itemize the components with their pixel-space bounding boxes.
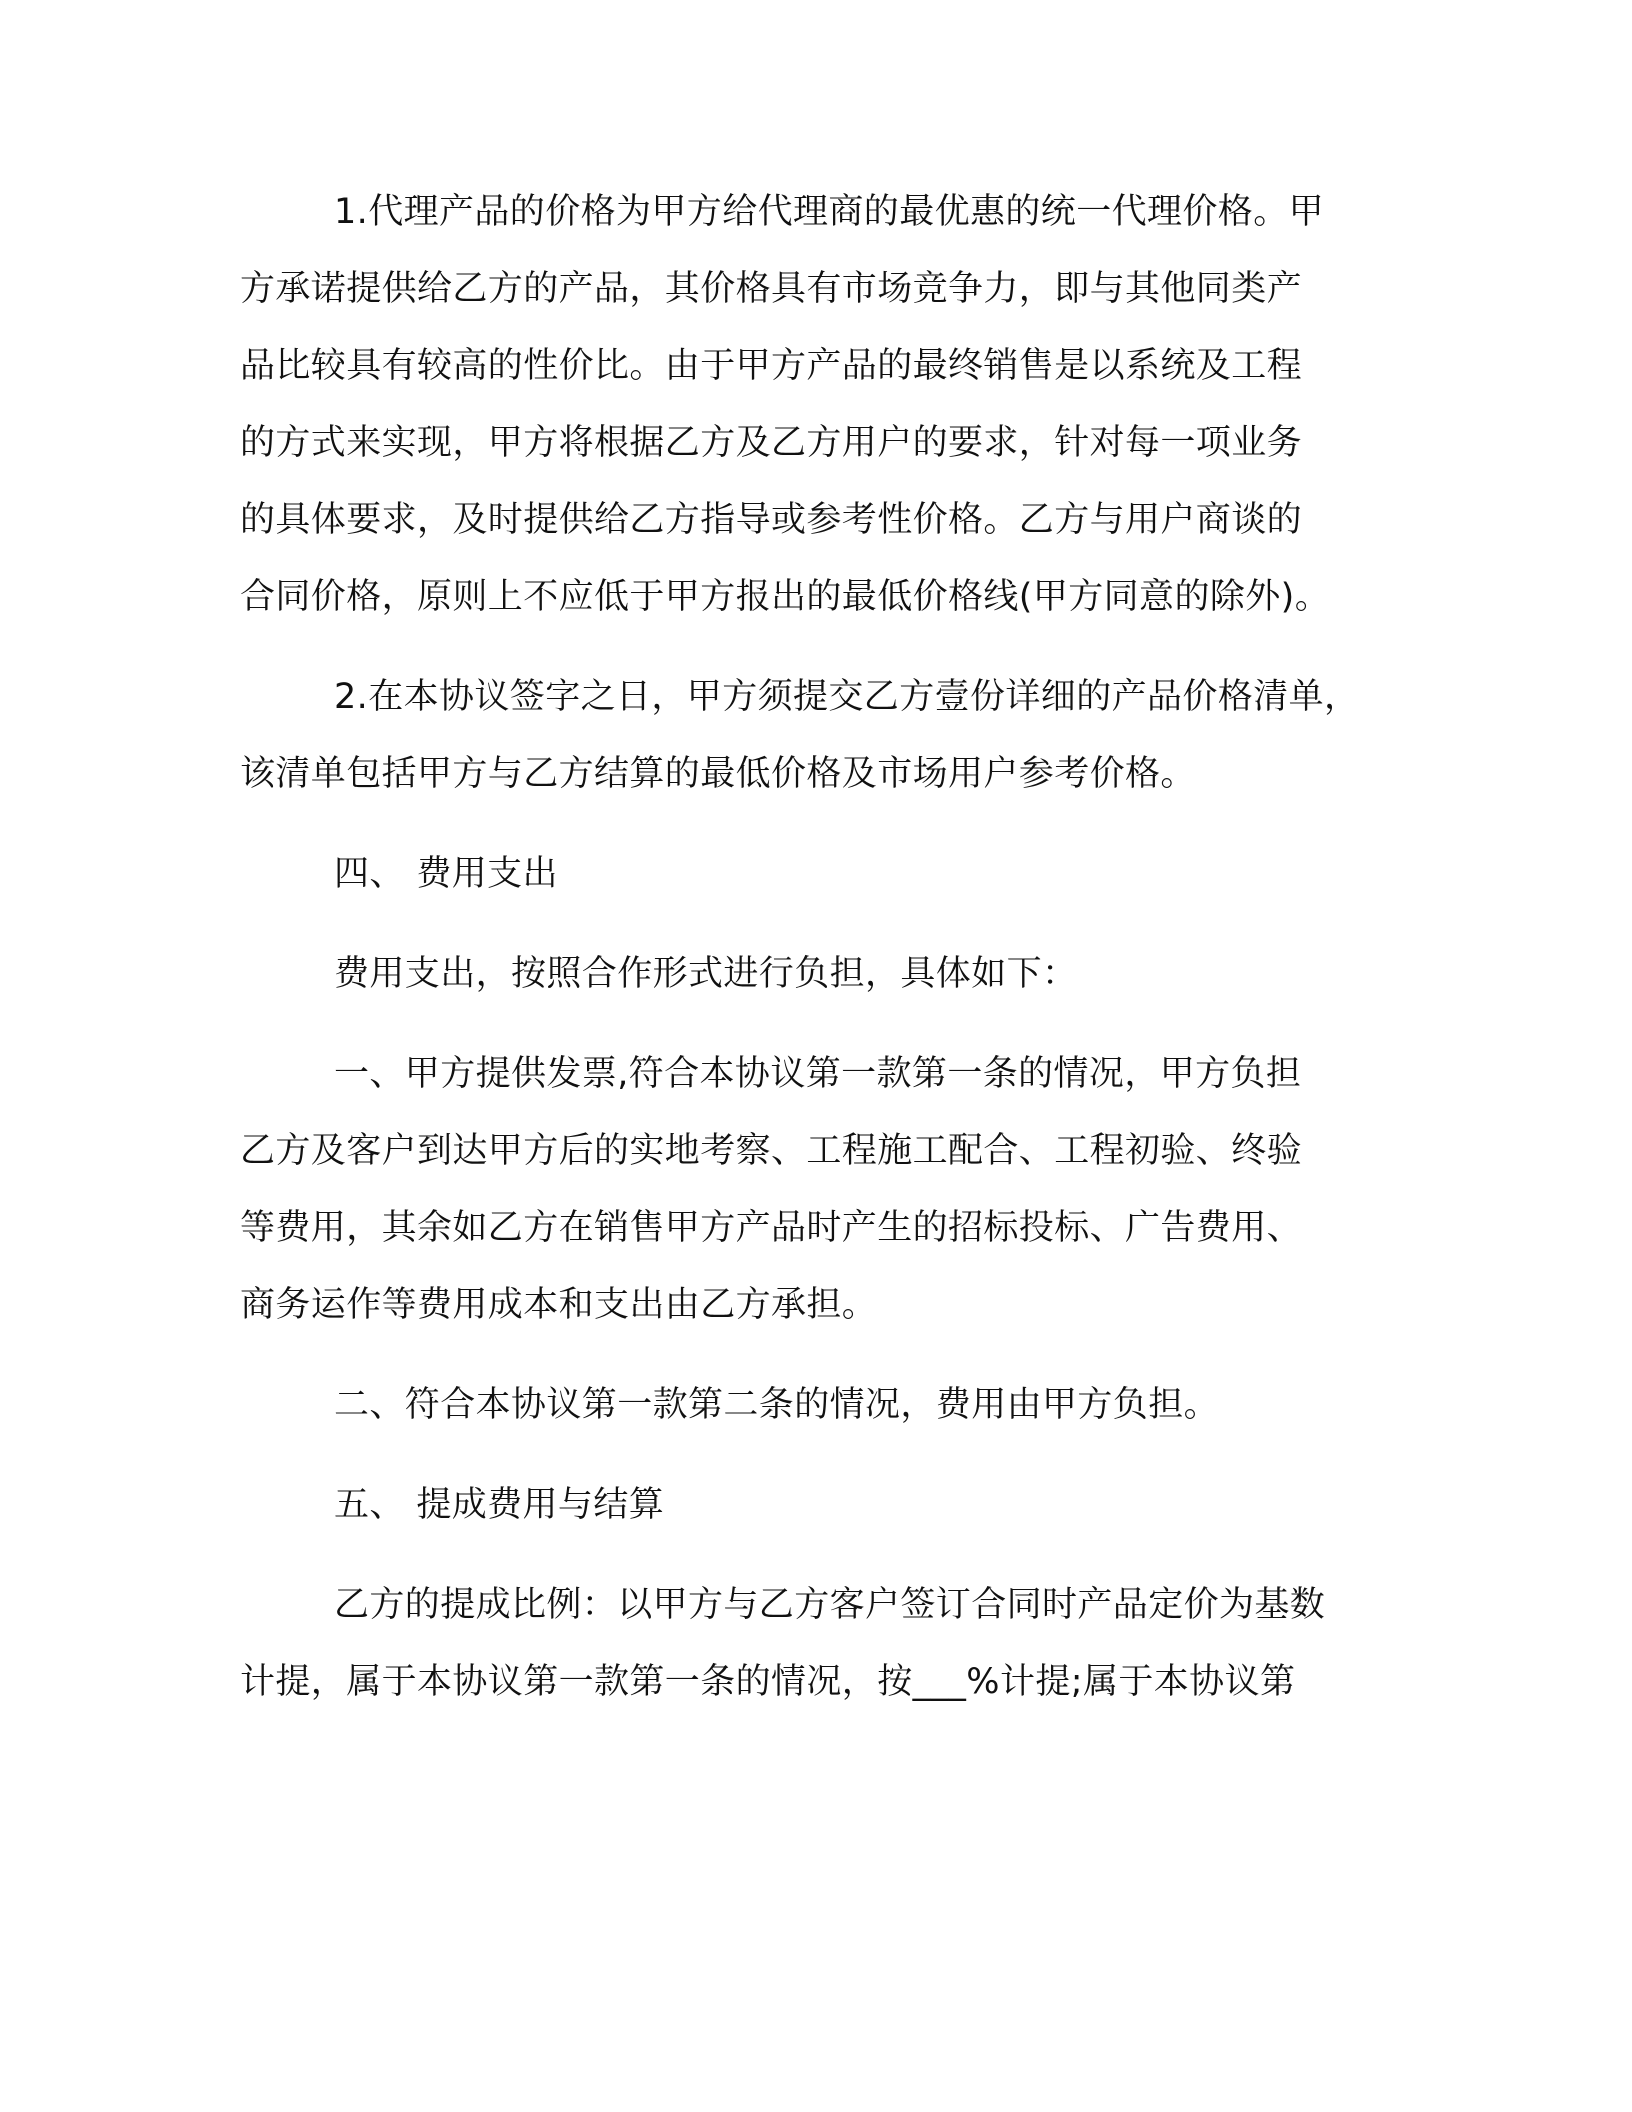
paragraph-4-line-3: 等费用，其余如乙方在销售甲方产品时产生的招标投标、广告费用、 [240,1208,1303,1248]
paragraph-1-line-5: 的具体要求，及时提供给乙方指导或参考性价格。乙方与用户商谈的 [240,500,1303,540]
paragraph-1-line-6: 合同价格，原则上不应低于甲方报出的最低价格线(甲方同意的除外)。 [240,577,1331,617]
paragraph-1-line-1: 1.代理产品的价格为甲方给代理商的最优惠的统一代理价格。甲 [334,192,1324,232]
paragraph-2-line-2: 该清单包括甲方与乙方结算的最低价格及市场用户参考价格。 [240,754,1196,794]
paragraph-6-line-2: 计提，属于本协议第一款第一条的情况，按___%计提;属于本协议第 [240,1662,1296,1702]
section-heading-4: 四、 费用支出 [334,854,558,894]
paragraph-1-line-4: 的方式来实现，甲方将根据乙方及乙方用户的要求，针对每一项业务 [240,423,1303,463]
paragraph-4-line-4: 商务运作等费用成本和支出由乙方承担。 [240,1285,878,1325]
paragraph-1-line-3: 品比较具有较高的性价比。由于甲方产品的最终销售是以系统及工程 [240,346,1303,386]
paragraph-4-line-2: 乙方及客户到达甲方后的实地考察、工程施工配合、工程初验、终验 [240,1131,1303,1171]
paragraph-1-line-2: 方承诺提供给乙方的产品，其价格具有市场竞争力，即与其他同类产 [240,269,1303,309]
section-heading-5: 五、 提成费用与结算 [334,1485,665,1525]
paragraph-5-line-1: 二、符合本协议第一款第二条的情况，费用由甲方负担。 [334,1385,1220,1425]
paragraph-4-line-1: 一、甲方提供发票,符合本协议第一款第一条的情况，甲方负担 [334,1054,1302,1094]
paragraph-2-line-1: 2.在本协议签字之日，甲方须提交乙方壹份详细的产品价格清单， [334,677,1360,717]
paragraph-3-line-1: 费用支出，按照合作形式进行负担，具体如下： [334,954,1078,994]
paragraph-6-line-1: 乙方的提成比例：以甲方与乙方客户签订合同时产品定价为基数 [334,1585,1326,1625]
